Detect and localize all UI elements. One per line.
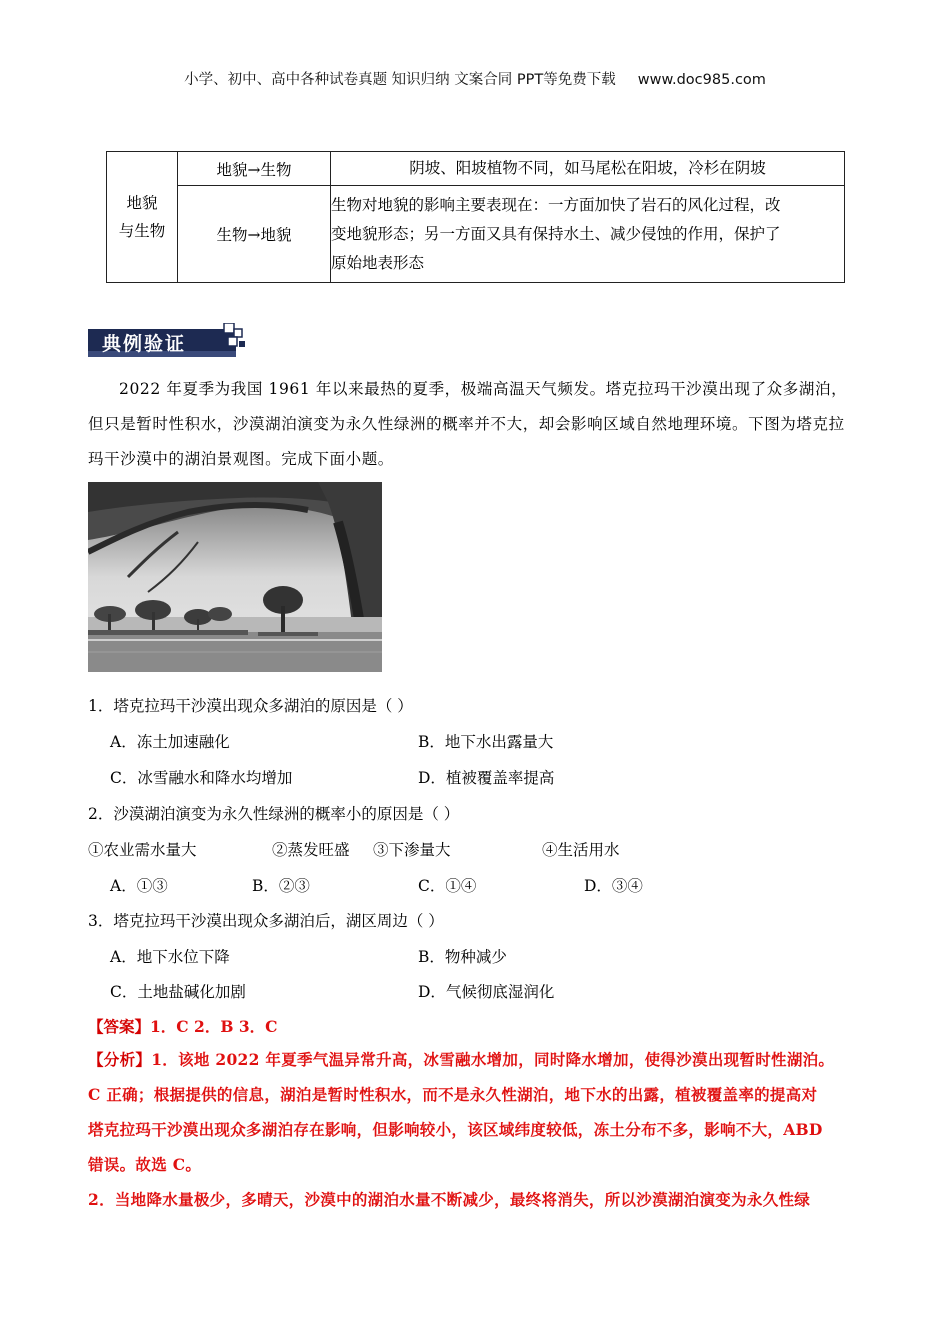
q1-option-a: A．冻土加速融化 xyxy=(110,733,230,751)
q3-option-a: A．地下水位下降 xyxy=(110,948,230,966)
banner-label: 典例验证 xyxy=(102,333,187,355)
lake-landscape-photo xyxy=(88,482,382,672)
header-url[interactable]: www.doc985.com xyxy=(637,72,766,88)
description-line: 原始地表形态 xyxy=(331,253,425,272)
description-cell: 阴坡、阳坡植物不同，如马尾松在阳坡，冷杉在阴坡 xyxy=(331,152,845,186)
section-banner xyxy=(88,323,248,359)
q2-option-a: A．①③ xyxy=(110,877,168,895)
intro-line: 但只是暂时性积水，沙漠湖泊演变为永久性绿洲的概率并不大，却会影响区域自然地理环境。下图为塔克 xyxy=(88,415,829,433)
answer-line xyxy=(88,1015,277,1037)
q3-option-b: B．物种减少 xyxy=(418,948,507,966)
intro-line: 2022 年夏季为我国 1961 年以来最热的夏季，极端高温天气频发。塔克拉玛干沙漠出现了众多湖泊， xyxy=(119,380,848,398)
category-cell xyxy=(107,152,178,283)
intro-line: 拉玛干沙漠中的湖泊景观图。完成下面小题。 xyxy=(88,415,845,468)
question-2-stem: 2．沙漠湖泊演变为永久性绿洲的概率小的原因是（ ） xyxy=(88,805,460,823)
answer-text: 1．C 2．B 3．C xyxy=(150,1017,278,1036)
page-header xyxy=(0,68,950,89)
description-line: 生物对地貌的影响主要表现在：一方面加快了岩石的风化过程，改 xyxy=(331,195,781,214)
q2-option-b: B．②③ xyxy=(252,877,310,895)
q1-option-d: D．植被覆盖率提高 xyxy=(418,769,555,787)
question-3-stem: 3．塔克拉玛干沙漠出现众多湖泊后，湖区周边（ ） xyxy=(88,912,444,930)
analysis-tag: 【分析】 xyxy=(88,1050,152,1069)
description-cell xyxy=(331,186,845,283)
question-1-stem: 1．塔克拉玛干沙漠出现众多湖泊的原因是（ ） xyxy=(88,697,413,715)
relation-cell: 地貌→生物 xyxy=(178,152,331,186)
analysis-line: C 正确；根据提供的信息，湖泊是暂时性积水，而不是永久性湖泊，地下水的出露，植被覆盖率的提高对 xyxy=(88,1085,818,1104)
q1-option-c: C．冰雪融水和降水均增加 xyxy=(110,769,293,787)
knowledge-table xyxy=(106,151,845,283)
q3-option-d: D．气候彻底湿润化 xyxy=(418,983,555,1001)
q3-option-c: C．土地盐碱化加剧 xyxy=(110,983,246,1001)
q2-item-1: ①农业需水量大 xyxy=(88,841,197,859)
q2-item-2: ②蒸发旺盛 xyxy=(272,841,350,859)
analysis-line: 2．当地降水量极少，多晴天，沙漠中的湖泊水量不断减少，最终将消失，所以沙漠湖泊演变为永久性绿 xyxy=(88,1190,811,1209)
category-line-2: 与生物 xyxy=(118,222,166,240)
q2-item-4: ④生活用水 xyxy=(542,841,620,859)
intro-paragraph xyxy=(88,372,858,477)
analysis-line: 【分析】1．该地 2022 年夏季气温异常升高，冰雪融水增加，同时降水增加，使得沙漠出现暂时性湖泊。 xyxy=(88,1050,835,1069)
analysis-line: 错误。故选 C。 xyxy=(88,1155,202,1174)
q2-option-d: D．③④ xyxy=(584,877,643,895)
q2-option-c: C．①④ xyxy=(418,877,477,895)
relation-cell: 生物→地貌 xyxy=(178,186,331,283)
q1-option-b: B．地下水出露量大 xyxy=(418,733,554,751)
q2-item-3: ③下渗量大 xyxy=(373,841,451,859)
table-row xyxy=(107,152,845,186)
analysis-line: 塔克拉玛干沙漠出现众多湖泊存在影响，但影响较小，该区域纬度较低，冻土分布不多，影响不大，ABD xyxy=(88,1120,823,1139)
table-row xyxy=(107,186,845,283)
answer-tag: 【答案】 xyxy=(88,1017,151,1036)
category-line-1: 地貌 xyxy=(126,194,158,212)
description-line: 变地貌形态；另一方面又具有保持水土、减少侵蚀的作用，保护了 xyxy=(331,224,781,243)
analysis-block xyxy=(88,1042,858,1217)
header-text: 小学、初中、高中各种试卷真题 知识归纳 文案合同 PPT等免费下载 xyxy=(184,72,616,88)
